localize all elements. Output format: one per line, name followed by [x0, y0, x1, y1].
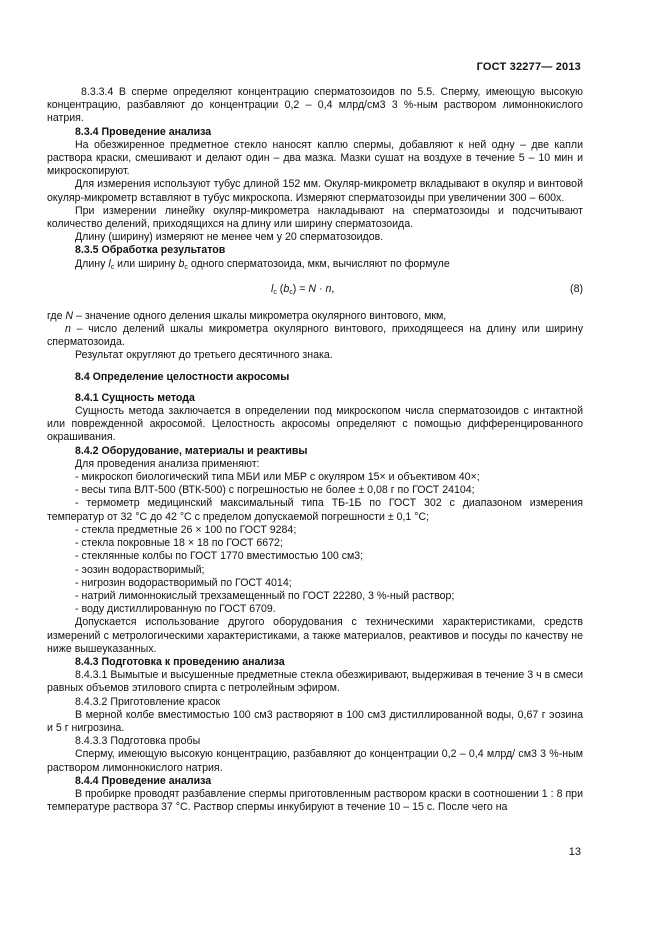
page-number: 13 [568, 846, 581, 858]
paragraph-8-3-3-4: 8.3.3.4 В сперме определяют концентрацию сперматозоидов по 5.5. Сперму, имеющую высокую концентрацию, разбавляют до концентрации 0,2 – 0,4 млрд/см3 3 %-ным раствором лимоннокислого натрия. [47, 86, 583, 125]
definition-n: n – число делений шкалы микрометра окулярного винтового, приходящееся на длину или ширину сперматозоида. [47, 323, 583, 349]
formula-expression: $l_c$ $(b_c) = N \cdot n$, [271, 282, 335, 296]
paragraph-8-4-3-2: В мерной колбе вместимостью 100 см3 растворяют в 100 см3 дистиллированной воды, 0,67 г эозина и 5 г нигрозина. [47, 708, 583, 734]
heading-8-4-4: 8.4.4 Проведение анализа [75, 774, 212, 787]
heading-8-4-3-2: 8.4.3.2 Приготовление красок [75, 695, 221, 708]
paragraph-8-4-4: В пробирке проводят разбавление спермы приготовленным раствором краски в соотношении 1 : 8 при температуре раствора 37 °С. Раствор спермы инкубируют в течение 10 – 15 с. После чего на [47, 787, 583, 814]
list-item: - микроскоп биологический типа МБИ или МБР с окуляром 15× и объективом 40×; [75, 471, 480, 484]
heading-8-4-3-3: 8.4.3.3 Подготовка пробы [75, 735, 201, 748]
document-body [47, 86, 583, 814]
paragraph-8-4-3-1: 8.4.3.1 Вымытые и высушенные предметные стекла обезжиривают, выдерживая в течение 3 ч в смеси равных объемов этилового спирта с петролейным эфиром. [47, 669, 583, 695]
list-item: - стеклянные колбы по ГОСТ 1770 вместимостью 100 см3; [75, 550, 364, 563]
paragraph-formula-intro: Длину $l_c$ или ширину $b_c$ одного сперматозоида, мкм, вычисляют по формуле [75, 257, 450, 271]
paragraph-count: Длину (ширину) измеряют не менее чем у 20 сперматозоидов. [75, 231, 384, 244]
heading-8-3-5: 8.3.5 Обработка результатов [75, 244, 226, 257]
list-item: - термометр медицинский максимальный типа ТБ-1Б по ГОСТ 302 с диапазоном измерения температур от 32 °С до 42 °С с пределом допускаемой погрешности ± 0,1 °С; [47, 497, 583, 523]
heading-8-4-1: 8.4.1 Сущность метода [75, 391, 195, 404]
list-item: - натрий лимоннокислый трехзамещенный по ГОСТ 22280, 3 %-ный раствор; [75, 589, 455, 602]
paragraph-applied: Для проведения анализа применяют: [75, 457, 260, 470]
list-item: - нигрозин водорастворимый по ГОСТ 4014; [75, 576, 292, 589]
list-item: - стекла покровные 18 × 18 по ГОСТ 6672; [75, 537, 283, 550]
definition-N: где N – значение одного деления шкалы микрометра окулярного винтового, мкм, [47, 309, 447, 322]
list-item: - эозин водорастворимый; [75, 563, 205, 576]
paragraph-rounding: Результат округляют до третьего десятичного знака. [75, 349, 333, 362]
standard-header: ГОСТ 32277— 2013 [476, 61, 581, 73]
paragraph-micrometer: При измерении линейку окуляр-микрометра накладывают на сперматозоиды и подсчитывают количество делений, приходящихся на длину или ширину сперматозоида. [47, 204, 583, 231]
paragraph-smear: На обезжиренное предметное стекло наносят каплю спермы, добавляют к ней одну – две капли раствора краски, смешивают и делают один – два мазка. Мазки сушат на воздухе в течение 5 – 10 мин и микроскопируют. [47, 138, 583, 178]
paragraph-8-4-3-3: Сперму, имеющую высокую концентрацию, разбавляют до концентрации 0,2 – 0,4 млрд/ см3 3 %-ным раствором лимоннокислого натрия. [47, 748, 583, 774]
equipment-list [47, 471, 583, 616]
list-item: - воду дистиллированную по ГОСТ 6709. [75, 603, 276, 616]
formula-number: (8) [570, 282, 583, 295]
heading-8-3-4: 8.3.4 Проведение анализа [75, 125, 212, 138]
paragraph-alternative-equipment: Допускается использование другого оборудования с техническими характеристиками, средств измерений с метрологическими характеристиками, а также материалов, реактивов и посуды по качеству не ниже вышеуказанных. [47, 616, 583, 655]
heading-8-4: 8.4 Определение целостности акросомы [75, 370, 290, 383]
list-item: - стекла предметные 26 × 100 по ГОСТ 9284; [75, 523, 297, 536]
heading-8-4-2: 8.4.2 Оборудование, материалы и реактивы [75, 444, 308, 457]
paragraph-method-essence: Сущность метода заключается в определении под микроскопом числа сперматозоидов с интактной или поврежденной акросомой. Целостность акросомы определяют с помощью дифференцированного окрашивания. [47, 405, 583, 444]
formula-8 [47, 280, 583, 299]
heading-8-4-3: 8.4.3 Подготовка к проведению анализа [75, 655, 285, 668]
list-item: - весы типа ВЛТ-500 (ВТК-500) с погрешностью не более ± 0,08 г по ГОСТ 24104; [75, 484, 475, 497]
paragraph-measure: Для измерения используют тубус длиной 152 мм. Окуляр-микрометр вкладывают в окуляр и винтовой окуляр-микрометр вставляют в тубус микроскопа. Измеряют сперматозоиды при увеличении 300 – 600х. [47, 178, 583, 204]
